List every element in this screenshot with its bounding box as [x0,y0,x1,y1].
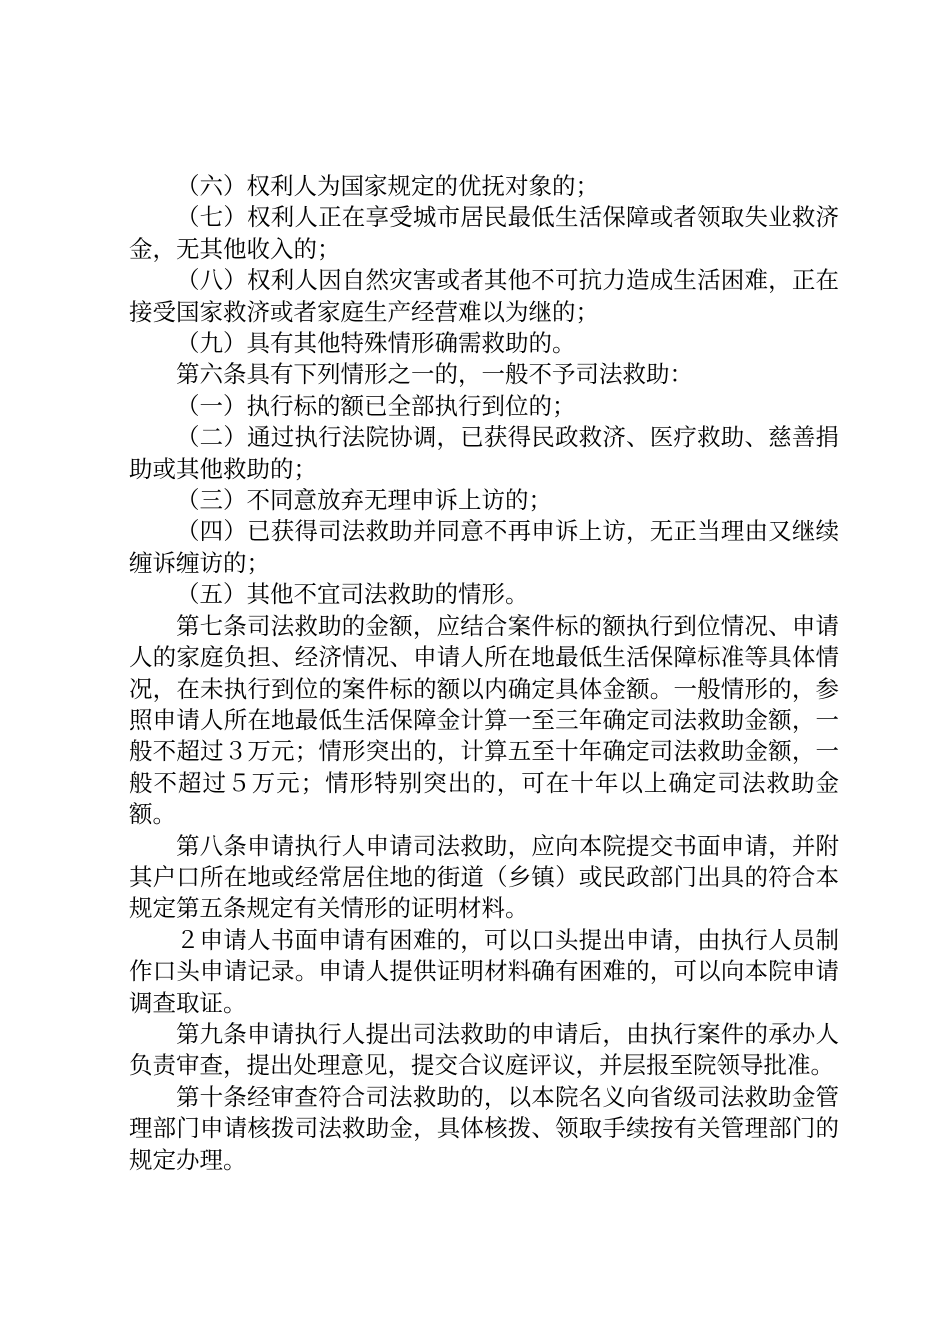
paragraph-item-4: （四）已获得司法救助并同意不再申诉上访，无正当理由又继续缠诉缠访的； [129,517,839,577]
article-7: 第七条司法救助的金额，应结合案件标的额执行到位情况、申请人的家庭负担、经济情况、申请人所在地最低生活保障标准等具体情况，在未执行到位的案件标的额以内确定具体金额。一般情形的，参照申请人所在地最低生活保障金计算一至三年确定司法救助金额，一般不超过３万元；情形突出的，计算五至十年确定司法救助金额，一般不超过５万元；情形特别突出的，可在十年以上确定司法救助金额。 [129,611,839,829]
article-10: 第十条经审查符合司法救助的，以本院名义向省级司法救助金管理部门申请核拨司法救助金，具体核拨、领取手续按有关管理部门的规定办理。 [129,1082,839,1174]
article-8: 第八条申请执行人申请司法救助，应向本院提交书面申请，并附其户口所在地或经常居住地的街道（乡镇）或民政部门出具的符合本规定第五条规定有关情形的证明材料。 [129,831,839,923]
paragraph-item-5: （五）其他不宜司法救助的情形。 [176,580,529,609]
paragraph-item-8: （八）权利人因自然灾害或者其他不可抗力造成生活困难，正在接受国家救济或者家庭生产经营难以为继的； [129,266,839,326]
article-6: 第六条具有下列情形之一的，一般不予司法救助： [176,360,693,389]
article-8-clause-2: ２申请人书面申请有困难的，可以口头提出申请，由执行人员制作口头申请记录。申请人提供证明材料确有困难的，可以向本院申请调查取证。 [129,925,839,1017]
paragraph-item-3: （三）不同意放弃无理申诉上访的； [176,486,552,515]
paragraph-item-9: （九）具有其他特殊情形确需救助的。 [176,329,576,358]
paragraph-item-2: （二）通过执行法院协调，已获得民政救济、医疗救助、慈善捐助或其他救助的； [129,423,839,483]
article-9: 第九条申请执行人提出司法救助的申请后，由执行案件的承办人负责审查，提出处理意见，提交合议庭评议，并层报至院领导批准。 [129,1019,839,1080]
paragraph-item-7: （七）权利人正在享受城市居民最低生活保障或者领取失业救济金，无其他收入的； [129,203,839,263]
paragraph-item-1: （一）执行标的额已全部执行到位的； [176,391,576,420]
document-body [129,171,839,1176]
paragraph-item-6: （六）权利人为国家规定的优抚对象的； [176,172,599,200]
